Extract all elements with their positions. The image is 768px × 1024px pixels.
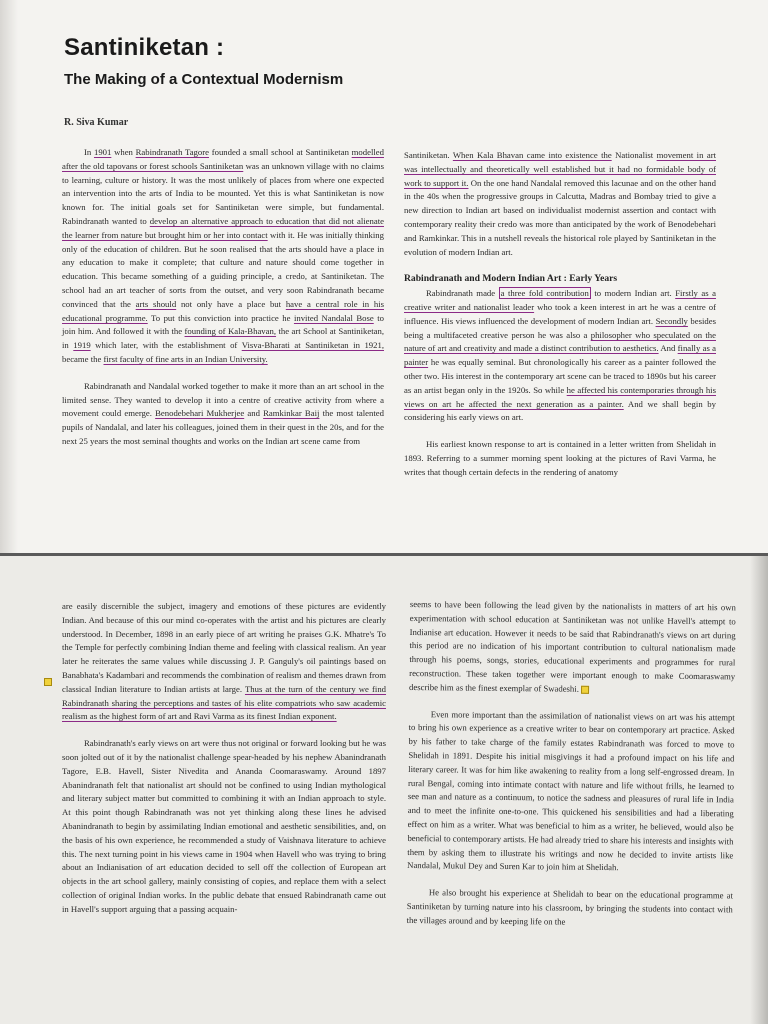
highlight: invited Nandalal Bose xyxy=(293,312,374,323)
paragraph: seems to have been following the lead given by the nationalists in matters of art his own experimentation with school education at Santiniketan was not unlike Havell's attempt to Indianise art education. However it needs to be said that Rabindranath's views on art during this period are no indication of his important contribution to cultural nationalism made through his poems, songs, stories, educational experiments and programmes for rural reconstruction. These taken together were important enough to make Coomaraswamy describe him as the finest exemplar of Swadeshi. xyxy=(409,598,736,694)
highlight: 1901 xyxy=(93,147,112,157)
article-title: Santiniketan : xyxy=(64,34,225,61)
paragraph: Santiniketan. When Kala Bhavan came into existence the Nationalist movement in art was intellectually and theoretically well established but it had no formidable body of work to support it. On the one hand Nandalal removed this lacunae and on the other hand in the 40s when the progressive groups in Calcutta, Madras and Bombay tried to give a new direction to Indian art based on individualist modernist assertion and contact with contemporary reality their credo was more than anticipated by the work of Benodebehari and Ramkinkar. This in a nutshell reveals the historical role played by Santiniketan in the evolution of modern Indian art. xyxy=(404,150,716,257)
page-edge-shadow xyxy=(0,0,18,553)
page2-column-left xyxy=(62,600,386,917)
highlight: Benodebehari Mukherjee xyxy=(155,408,245,419)
highlight: Secondly xyxy=(655,315,688,326)
page1-column-right xyxy=(404,149,716,480)
paragraph: are easily discernible the subject, imagery and emotions of these pictures are evidently Indian. And because of this our mind co-operates with the artist and his pictures are clearly understood. In December, 1898 in an early piece of art writing he praises G.K. Mhatre's To the Temple for perfectly combining Indian theme and feeling with classical realism. An year later he reiterates the same values while discussing J. P. Ganguly's oil paintings based on Banabhata's Kadambari and recommends the combination of realism and themes drawn from classical Indian literature to Indian artists at large. Thus at the turn of the century we find Rabindranath sharing the perceptions and tastes of his elite compatriots who saw academic realism as the highest form of art and Ravi Varma as its finest Indian exponent. xyxy=(62,601,387,722)
paragraph: In 1901 when Rabindranath Tagore founded a small school at Santiniketan modelled after the old tapovans or forest schools Santiniketan was an unknown village with no claims to learning, culture or history. It was the most unlikely of places from where one expected an intervention into the arts of India to be mounted. Yet this is what Santiniketan is now known for. The initial goals set for Santiniketan were simple, but fundamental. Rabindranath wanted to develop an alternative approach to education that did not alienate the learner from nature but brought him or her into contact with it. He was initially thinking only of the education of children. But he soon realised that the arts should have a place in any education to make it complete; that culture and nature should come together in education. This became something of a guiding principle, a credo, at Santiniketan. The school had an art teacher of sorts from the outset, and very soon Rabindranath became convinced that the arts should not only have a place but have a central role in his educational programme. To put this conviction into practice he invited Nandalal Bose to join him. And followed it with the founding of Kala-Bhavan, the art School at Santiniketan, in 1919 which later, with the establishment of Visva-Bharati at Santiniketan in 1921, became the first faculty of fine arts in an Indian University. xyxy=(62,147,385,364)
highlight: philosopher who speculated on the nature of art and creativity and made a distinct contribution to aesthetics. xyxy=(404,329,716,354)
highlight: founding of Kala-Bhavan, xyxy=(184,326,277,337)
note-icon[interactable] xyxy=(581,686,589,694)
highlight: Thus at the turn of the century we find Rabindranath sharing the perceptions and tastes of his elite compatriots who saw academic realism as the highest form of art and Ravi Varma as its finest Indian exponent. xyxy=(62,683,387,722)
paragraph: Even more important than the assimilation of nationalist views on art was his attempt to bring his own experience as a creative writer to bear on contemporary art practice. Asked by his father to take charge of the family estates Rabindranath was forced to move to Shelidah in 1891. Despite his initial misgivings it had a profound impact on his life and literary career. It was for him like awakening to reality from a long self-engrossed dream. In rural Bengal, coming into intimate contact with nature and life without frills, he learned to see man and nature as a continuum, to notice the sadness and pleasures of rural life in India and to meet the infinite one-to-one. This quickened his sensibilities and had a liberating effect on him as a writer. What was beneficial to him as a writer, he believed, would also be beneficial to contemporary artists. He had already tried to share his interests and insights with them by asking them to illustrate his writings and now he decided to invite artists like Nandalal, Mukul Dey and Suren Kar to join him at Shelidah. xyxy=(407,708,735,873)
highlight: arts should xyxy=(135,298,177,309)
highlight: Rabindranath Tagore xyxy=(135,147,209,157)
section-heading: Rabindranath and Modern Indian Art : Early Years xyxy=(404,273,618,285)
author-name: R. Siva Kumar xyxy=(64,117,129,128)
highlight: finally as a painter xyxy=(404,343,716,368)
page2-column-right xyxy=(407,598,736,931)
paragraph: Rabindranath and Nandalal worked together to make it more than an art school in the limited sense. They wanted to develop it into a centre of creative activity from where a movement could emerge. Benodebehari Mukherjee and Ramkinkar Baij the most talented pupils of Nandalal, and later his colleagues, joined them in their quest in the 20s, and for the next 25 years the most seminal thoughts and works on the Indian art scene came from xyxy=(62,380,384,446)
page1-column-left xyxy=(62,146,384,449)
page-two xyxy=(0,556,768,1024)
paragraph: Rabindranath made a three fold contribution to modern Indian art. Firstly as a creative writer and nationalist leader who took a keen interest in art he was a centre of influence. His views influenced the development of modern Indian art. Secondly besides being a multifaceted creative person he was also a philosopher who speculated on the nature of art and creativity and made a distinct contribution to aesthetics. And finally as a painter he was equally seminal. But chronologically his career as a painter followed the other two. His interest in the contemporary art scene can be traced to 1890s but his career as an artist began only in the 1920s. So while he affected his contemporaries through his views on art he affected the next generation as a painter. And we shall begin by considering his early views on art. xyxy=(404,288,717,423)
page-edge-shadow xyxy=(750,556,768,1024)
highlight: modelled after the old tapovans or forest schools Santiniketan xyxy=(62,147,384,171)
highlight: have a central role in his educational programme. xyxy=(62,298,384,323)
highlight: Ramkinkar Baij xyxy=(263,408,320,419)
highlight: movement in art was intellectually and theoretically well established but it had no formidable body of work to support it. xyxy=(404,150,716,188)
paragraph: His earliest known response to art is contained in a letter written from Shelidah in 1893. Referring to a summer morning spent looking at the pictures of Ravi Varma, he writes that though certain defects in the rendering of anatomy xyxy=(404,439,716,477)
highlight: first faculty of fine arts in an Indian University. xyxy=(103,353,268,364)
boxed-highlight: a three fold contribution xyxy=(500,288,589,299)
highlight: When Kala Bhavan came into existence the xyxy=(452,150,612,160)
highlight: develop an alternative approach to education that did not alienate the learner from nature but brought him or her into contact xyxy=(62,215,384,240)
article-subtitle: The Making of a Contextual Modernism xyxy=(64,71,344,88)
note-icon[interactable] xyxy=(44,678,52,686)
paragraph: He also brought his experience at Shelidah to bear on the educational programme at Santiniketan by turning nature into his classroom, by bringing the students into contact with the villages around and by keeping life on the xyxy=(406,887,733,927)
highlight: Firstly as a creative writer and nationalist leader xyxy=(404,288,716,312)
highlight: 1919 xyxy=(73,340,91,351)
highlight: he affected his contemporaries through his views on art he affected the next generation as a painter. xyxy=(404,384,716,409)
paragraph: Rabindranath's early views on art were thus not original or forward looking but he was soon jolted out of it by the nationalist challenge spear-headed by his nephew Abanindranath Tagore, E.B. Havell, Sister Nivedita and Ananda Coomaraswamy. Around 1897 Abanindranath felt that nationalist art should not be confined to using Indian mythological and literary subject matter but committed to combining it with an Indian approach to style. At this point though Rabindranath was not yet thinking along these lines he advised Abanindranath to begin by assimilating Indian emotional and aesthetic sensibilities, and, on the basis of his own experience, he recommended a study of Vaishnava literature to achieve this. The next turning point in his views came in 1904 when Havell who was trying to bring about an Indianisation of art education decided to sell off the collection of European art objects in the art school gallery, mainly consisting of copies, and replace them with a select collection of original Indian works. In the public debate that ensued Rabindranath came out in Havell's support arguing that a passing acquain- xyxy=(62,738,386,914)
highlight: Visva-Bharati at Santiniketan in 1921, xyxy=(241,340,384,351)
